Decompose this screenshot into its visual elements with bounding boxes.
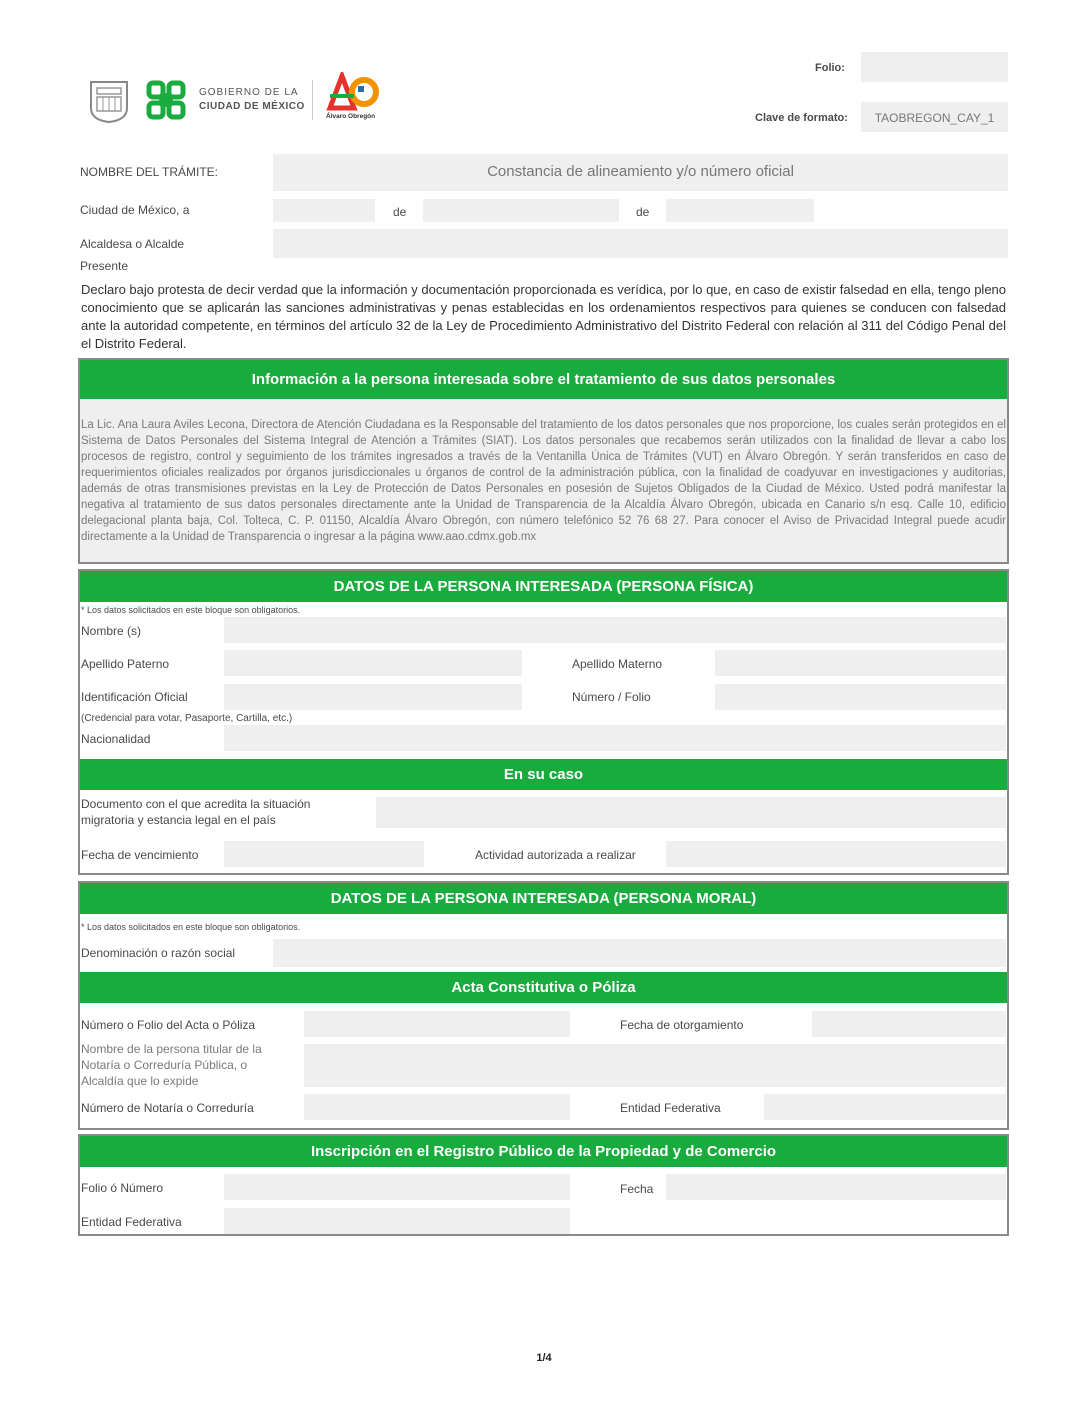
logo-divider xyxy=(312,80,313,120)
nacionalidad-field[interactable] xyxy=(224,725,1006,751)
numero-folio-label: Número / Folio xyxy=(572,690,651,704)
fecha-otorgamiento-label: Fecha de otorgamiento xyxy=(620,1018,744,1032)
page-number: 1/4 xyxy=(536,1352,552,1364)
vencimiento-label: Fecha de vencimiento xyxy=(81,848,199,862)
fecha-de-1: de xyxy=(393,205,407,219)
cdmx-shield-logo xyxy=(89,80,129,124)
acta-entidad-label: Entidad Federativa xyxy=(620,1101,721,1115)
apellido-paterno-label: Apellido Paterno xyxy=(81,657,170,671)
gobierno-logo-line1: GOBIERNO DE LA xyxy=(199,87,299,98)
tramite-value: Constancia de alineamiento y/o número oficial xyxy=(487,163,794,180)
gobierno-logo-line2: CIUDAD DE MÉXICO xyxy=(199,101,305,112)
vencimiento-field[interactable] xyxy=(224,841,424,867)
dia-field[interactable] xyxy=(273,199,375,222)
declaracion-text: Declaro bajo protesta de decir verdad que la información y documentación proporcionada es verídica, por lo que, en caso de existir falsedad en ella, tengo pleno conocimiento que se aplicarán las sanciones administrativas y penas establecidas en los ordenamientos respectivos para quienes se conducen con falsedad ante la autoridad competente, en términos del artículo 32 de la Ley de Procedimiento Administrativo del Distrito Federal con relación al 311 del Código Penal del el Distrito Federal. xyxy=(81,282,1007,351)
datos-personales-title: Información a la persona interesada sobre el tratamiento de sus datos personales xyxy=(80,360,1007,399)
mes-field[interactable] xyxy=(423,199,619,222)
en-su-caso-title: En su caso xyxy=(80,759,1007,790)
num-notaria-label: Número de Notaría o Correduría xyxy=(81,1101,254,1115)
folio-field[interactable] xyxy=(861,52,1008,82)
folio-label: Folio: xyxy=(815,62,845,74)
identificacion-label: Identificación Oficial xyxy=(81,690,188,704)
numero-folio-field[interactable] xyxy=(715,684,1006,710)
identificacion-field[interactable] xyxy=(224,684,522,710)
denominacion-label: Denominación o razón social xyxy=(81,946,236,960)
persona-moral-note: * Los datos solicitados en este bloque son obligatorios. xyxy=(81,922,301,932)
documento-migratorio-field[interactable] xyxy=(376,797,1006,828)
acta-numero-label: Número o Folio del Acta o Póliza xyxy=(81,1018,256,1032)
nombre-label: Nombre (s) xyxy=(81,624,142,638)
fecha-de-2: de xyxy=(636,205,650,219)
acta-numero-field[interactable] xyxy=(304,1011,570,1037)
datos-personales-text: La Lic. Ana Laura Aviles Lecona, Directora de Atención Ciudadana es la Responsable del tratamiento de los datos personales que nos proporcione, los cuales serán protegidos en el Sistema de Datos Personales del Sistema Integral de Atención a Trámites (SIAT). Los datos personales que recabemos serán utilizados con la finalidad de llevar a cabo los procesos de registro, control y seguimiento de los trámites ingresados a través de la Ventanilla Única de Trámites (VUT) en Álvaro Obregón. Y serán transferidos en caso de requerimientos oficiales realizados por órganos jurisdiccionales u órganos de control de la administración pública, con la finalidad de coadyuvar en investigaciones y auditorias, además de otras transmisiones previstas en la Ley de Protección de Datos Personales en posesión de Sujetos Obligados de la Ciudad de México. Usted podrá manifestar la negativa al tratamiento de sus datos personales directamente ante la Unidad de Transparencia de la Alcaldía Álvaro Obregón, ubicada en Canario s/n esq. Calle 10, edificio delegacional planta baja, Col. Tolteca, C. P. 01150, Alcaldía Álvaro Obregón, con número telefónico 52 76 68 27. Para conocer el Aviso de Privacidad Integral puede acudir directamente a la Unidad de Transparencia o ingresar a la página www.aao.cdmx.gob.mx xyxy=(81,419,1006,543)
cdmx-flower-logo xyxy=(143,77,189,123)
num-notaria-field[interactable] xyxy=(304,1094,570,1120)
registro-entidad-label: Entidad Federativa xyxy=(81,1215,182,1229)
actividad-label: Actividad autorizada a realizar xyxy=(475,848,636,862)
actividad-field[interactable] xyxy=(666,841,1006,867)
presente-label: Presente xyxy=(80,259,129,273)
registro-folio-field[interactable] xyxy=(224,1174,570,1200)
notario-label: Nombre de la persona titular de la Notaría o Correduría Pública, o Alcaldía que lo expide xyxy=(81,1042,262,1088)
nacionalidad-label: Nacionalidad xyxy=(81,732,151,746)
denominacion-field[interactable] xyxy=(273,939,1006,967)
alvaro-obregon-caption: Álvaro Obregón xyxy=(326,113,376,120)
alcaldesa-field[interactable] xyxy=(273,229,1008,258)
registro-fecha-label: Fecha xyxy=(620,1182,654,1196)
persona-fisica-title: DATOS DE LA PERSONA INTERESADA (PERSONA FÍSICA) xyxy=(80,571,1007,602)
fecha-label: Ciudad de México, a xyxy=(80,203,190,217)
clave-value: TAOBREGON_CAY_1 xyxy=(874,111,995,125)
identificacion-hint: (Credencial para votar, Pasaporte, Cartilla, etc.) xyxy=(81,713,293,724)
anio-field[interactable] xyxy=(666,199,814,222)
apellido-materno-field[interactable] xyxy=(715,650,1006,676)
persona-fisica-note: * Los datos solicitados en este bloque son obligatorios. xyxy=(81,605,301,615)
acta-entidad-field[interactable] xyxy=(764,1094,1006,1120)
acta-title: Acta Constitutiva o Póliza xyxy=(80,972,1007,1003)
registro-fecha-field[interactable] xyxy=(666,1174,1006,1200)
apellido-paterno-field[interactable] xyxy=(224,650,522,676)
persona-moral-title: DATOS DE LA PERSONA INTERESADA (PERSONA MORAL) xyxy=(80,883,1007,914)
notario-field[interactable] xyxy=(304,1044,1006,1087)
clave-label: Clave de formato: xyxy=(755,112,848,124)
tramite-label: NOMBRE DEL TRÁMITE: xyxy=(80,165,219,179)
registro-title: Inscripción en el Registro Público de la Propiedad y de Comercio xyxy=(80,1136,1007,1167)
persona-moral-box xyxy=(78,881,1009,1130)
alcaldesa-label: Alcaldesa o Alcalde xyxy=(80,237,185,251)
registro-folio-label: Folio ó Número xyxy=(81,1181,164,1195)
fecha-otorgamiento-field[interactable] xyxy=(812,1011,1006,1037)
nombre-field[interactable] xyxy=(224,617,1006,643)
apellido-materno-label: Apellido Materno xyxy=(572,657,663,671)
registro-entidad-field[interactable] xyxy=(224,1208,570,1234)
documento-migratorio-label: Documento con el que acredita la situación migratoria y estancia legal en el país xyxy=(81,797,311,827)
